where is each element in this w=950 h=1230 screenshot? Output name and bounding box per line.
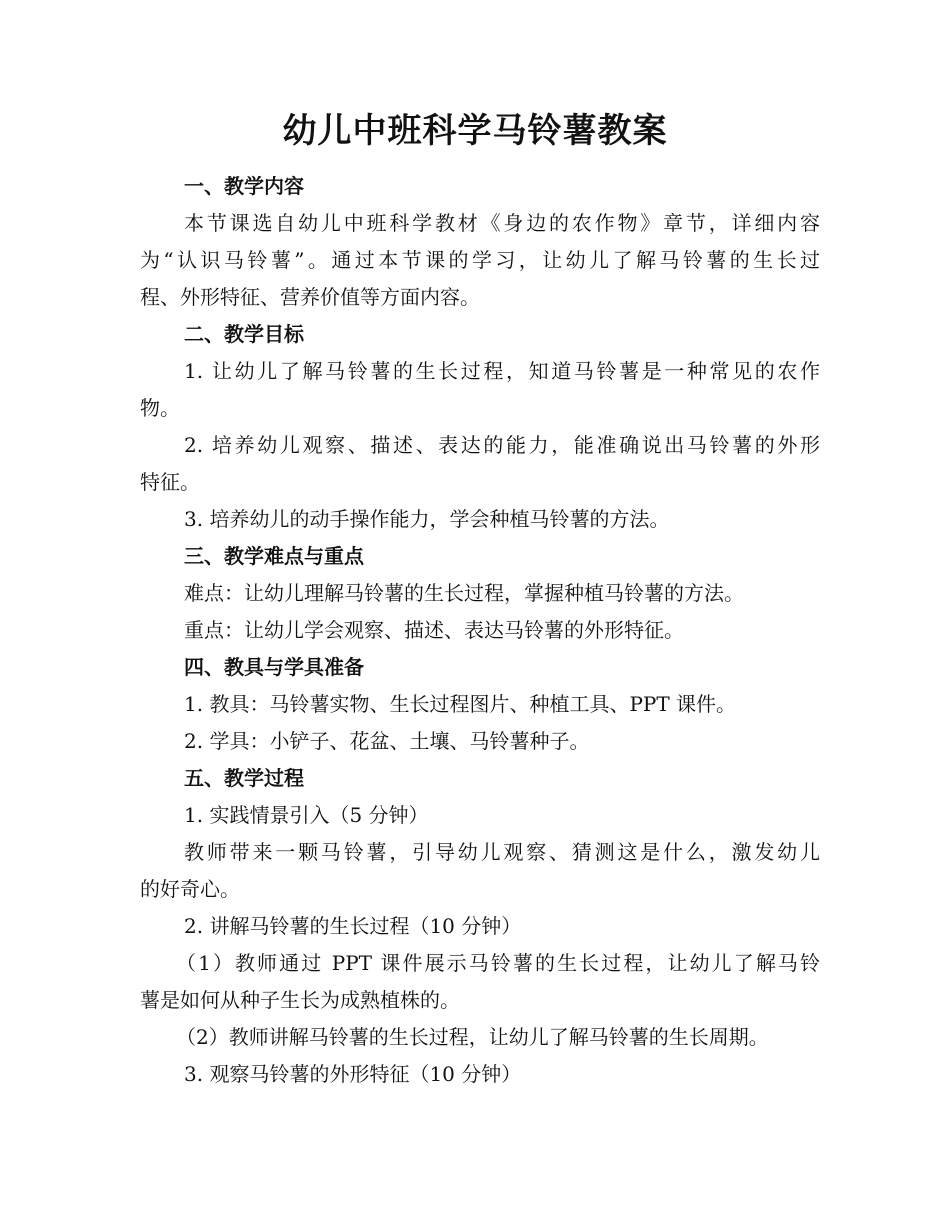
section-heading-2: 二、教学目标 [184,322,304,346]
paragraph-line: 物。 [140,396,180,420]
paragraph-line: 1. 教具：马铃薯实物、生长过程图片、种植工具、PPT 课件。 [184,692,737,716]
paragraph-line: 重点：让幼儿学会观察、描述、表达马铃薯的外形特征。 [184,618,684,642]
paragraph-line: 特征。 [140,470,200,494]
paragraph-line: 3. 培养幼儿的动手操作能力，学会种植马铃薯的方法。 [184,507,670,531]
paragraph-line: 本节课选自幼儿中班科学教材《身边的农作物》章节，详细内容 [184,211,820,235]
paragraph-line: 难点：让幼儿理解马铃薯的生长过程，掌握种植马铃薯的方法。 [184,581,744,605]
paragraph-line: 2. 讲解马铃薯的生长过程（10 分钟） [184,914,522,938]
section-heading-3: 三、教学难点与重点 [184,544,364,568]
paragraph-line: （1）教师通过 PPT 课件展示马铃薯的生长过程，让幼儿了解马铃 [176,951,820,975]
paragraph-line: 教师带来一颗马铃薯，引导幼儿观察、猜测这是什么，激发幼儿 [184,840,820,864]
paragraph-line: 薯是如何从种子生长为成熟植株的。 [140,988,460,1012]
paragraph-line: 的好奇心。 [140,877,240,901]
section-heading-1: 一、教学内容 [184,174,304,198]
section-heading-5: 五、教学过程 [184,766,304,790]
paragraph-line: 为“认识马铃薯”。通过本节课的学习，让幼儿了解马铃薯的生长过 [140,248,820,272]
paragraph-line: 程、外形特征、营养价值等方面内容。 [140,285,480,309]
document-body [140,168,820,1093]
paragraph-line: （2）教师讲解马铃薯的生长过程，让幼儿了解马铃薯的生长周期。 [176,1025,769,1049]
paragraph-line: 3. 观察马铃薯的外形特征（10 分钟） [184,1062,522,1086]
paragraph-line: 1. 让幼儿了解马铃薯的生长过程，知道马铃薯是一种常见的农作 [184,359,820,383]
paragraph-line: 2. 学具：小铲子、花盆、土壤、马铃薯种子。 [184,729,590,753]
paragraph-line: 1. 实践情景引入（5 分钟） [184,803,429,827]
document-title: 幼儿中班科学马铃薯教案 [282,111,668,151]
section-heading-4: 四、教具与学具准备 [184,655,364,679]
paragraph-line: 2. 培养幼儿观察、描述、表达的能力，能准确说出马铃薯的外形 [184,433,820,457]
